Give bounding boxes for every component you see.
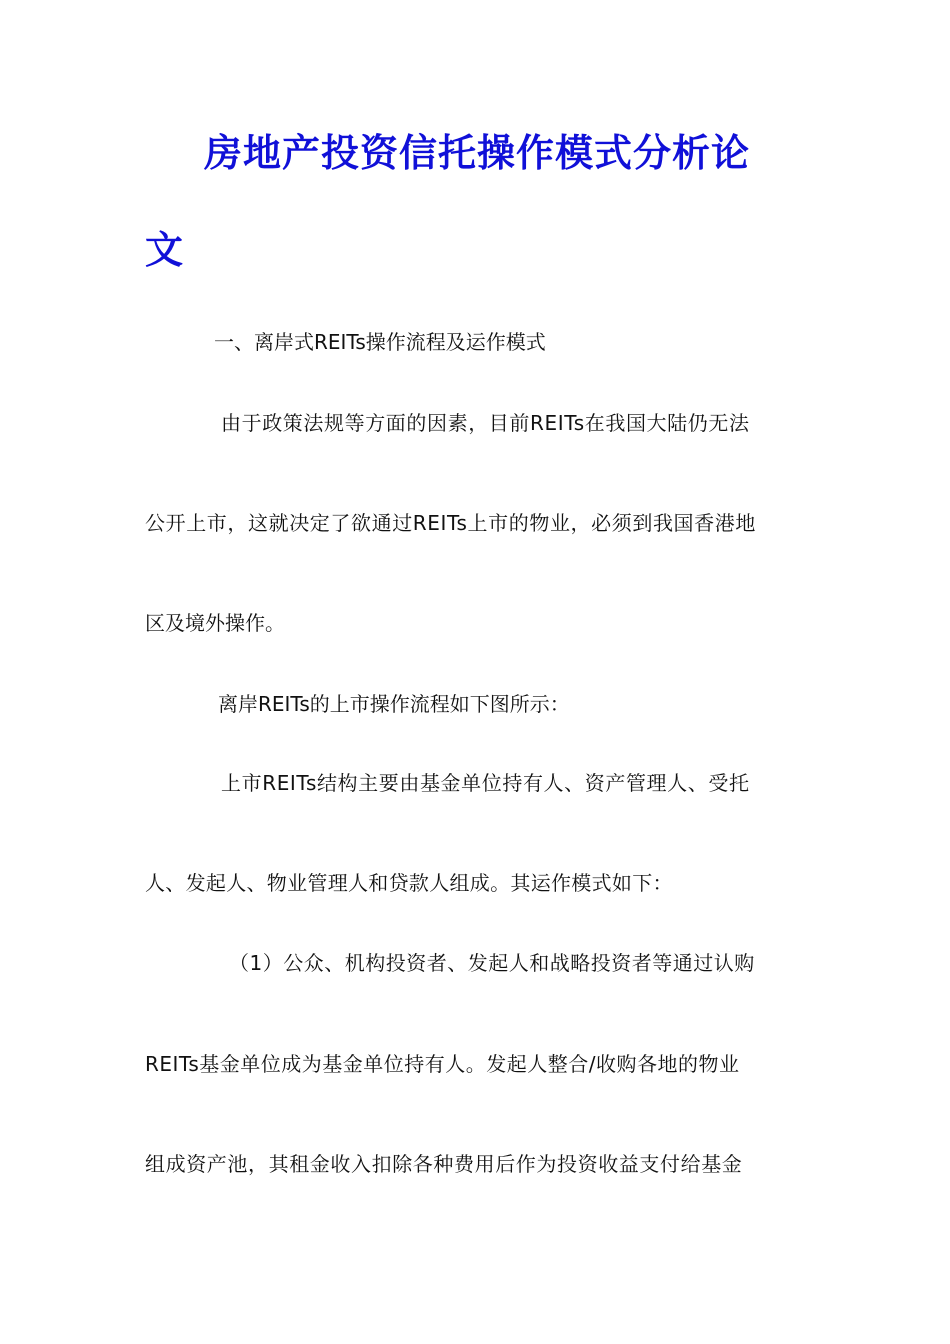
paragraph-line: 人、发起人、物业管理人和贷款人组成。其运作模式如下： xyxy=(145,871,673,895)
document-title-line-1: 房地产投资信托操作模式分析论 xyxy=(204,130,751,175)
paragraph-line: 离岸REITs的上市操作流程如下图所示： xyxy=(218,692,570,716)
paragraph-line: 区及境外操作。 xyxy=(145,611,285,635)
paragraph-line: 组成资产池，其租金收入扣除各种费用后作为投资收益支付给基金 xyxy=(145,1152,743,1176)
paragraph-line: （1）公众、机构投资者、发起人和战略投资者等通过认购 xyxy=(229,951,755,975)
section-heading: 一、离岸式REITs操作流程及运作模式 xyxy=(214,330,546,354)
paragraph-line: 上市REITs结构主要由基金单位持有人、资产管理人、受托 xyxy=(221,771,750,795)
paragraph-line: REITs基金单位成为基金单位持有人。发起人整合/收购各地的物业 xyxy=(145,1052,740,1076)
document-title-line-2: 文 xyxy=(145,227,184,272)
paragraph-line: 由于政策法规等方面的因素，目前REITs在我国大陆仍无法 xyxy=(221,411,750,435)
paragraph-line: 公开上市，这就决定了欲通过REITs上市的物业，必须到我国香港地 xyxy=(145,511,756,535)
